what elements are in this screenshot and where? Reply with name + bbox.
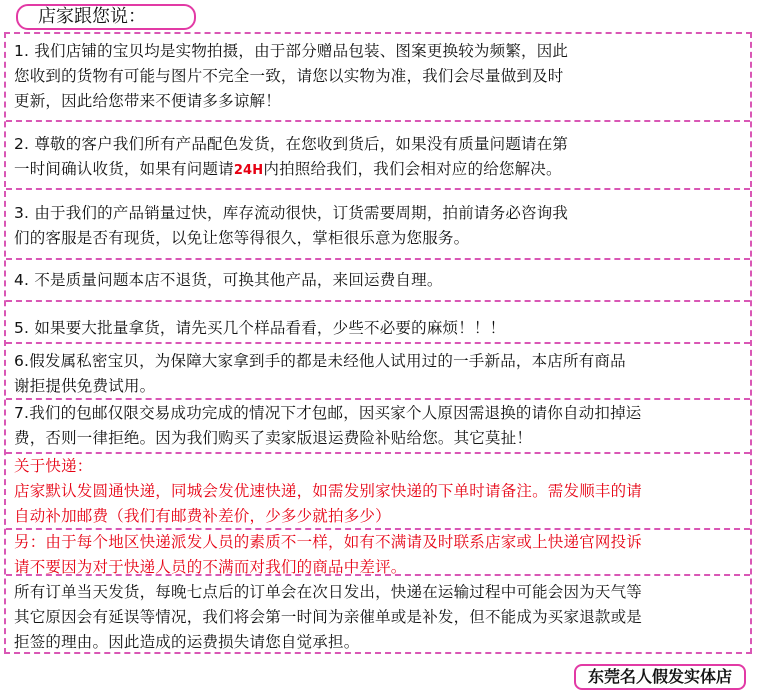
shipping-line: 其它原因会有延误等情况，我们将会第一时间为亲催单或是补发，但不能成为买家退款或是 [14, 608, 643, 626]
notice-line: 更新，因此给您带来不便请多多谅解！ [14, 92, 281, 110]
shipping-line: 所有订单当天发货，每晚七点后的订单会在次日发出，快递在运输过程中可能会因为天气等 [14, 583, 643, 601]
shop-name: 东莞名人假发实体店 [587, 667, 732, 686]
highlight-24h: 24H [233, 163, 264, 178]
notice-line: 7.我们的包邮仅限交易成功完成的情况下才包邮，因买家个人原因需退换的请你自动扣掉运 [14, 404, 642, 422]
notice-line: 2. 尊敬的客户我们所有产品配色发货，在您收到货后，如果没有质量问题请在第 [14, 135, 569, 153]
complaint-line: 另：由于每个地区快递派发人员的素质不一样，如有不满请及时联系店家或上快递官网投诉 [14, 533, 643, 551]
notice-item-1 [6, 38, 750, 122]
complaint-section [6, 530, 750, 576]
notice-line: 5. 如果要大批量拿货，请先买几个样品看看，少些不必要的麻烦！！！ [14, 319, 506, 337]
shipping-line: 拒签的理由。因此造成的运费损失请您自觉承担。 [14, 633, 360, 651]
express-line: 店家默认发圆通快递，同城会发优速快递，如需发别家快递的下单时请备注。需发顺丰的请 [14, 482, 643, 500]
notice-line: 3. 由于我们的产品销量过快，库存流动很快，订货需要周期，拍前请务必咨询我 [14, 204, 569, 222]
notice-line: 1. 我们店铺的宝贝均是实物拍摄，由于部分赠品包装、图案更换较为频繁，因此 [14, 42, 569, 60]
express-section [6, 454, 750, 530]
notice-item-7 [6, 400, 750, 454]
header-title-tab [16, 4, 196, 30]
express-line: 自动补加邮费（我们有邮费补差价，少多少就拍多少） [14, 507, 391, 525]
notice-line: 谢拒提供免费试用。 [14, 377, 156, 395]
header-title: 店家跟您说： [38, 6, 146, 27]
notice-item-5 [6, 302, 750, 344]
shop-name-tag [574, 664, 746, 690]
complaint-line: 请不要因为对于快递人员的不满而对我们的商品中差评。 [14, 558, 407, 576]
notice-item-6 [6, 344, 750, 400]
notice-item-2 [6, 122, 750, 190]
notice-line [14, 157, 746, 183]
notice-item-4 [6, 260, 750, 302]
notice-line: 4. 不是质量问题本店不退货，可换其他产品，来回运费自理。 [14, 271, 443, 289]
notice-text: 一时间确认收货，如果有问题请 [14, 160, 234, 178]
notice-text: 内拍照给我们，我们会相对应的给您解决。 [263, 160, 562, 178]
notice-line: 6.假发属私密宝贝，为保障大家拿到手的都是未经他人试用过的一手新品，本店所有商品 [14, 352, 626, 370]
express-heading: 关于快递： [14, 457, 93, 475]
notice-line: 们的客服是否有现货，以免让您等得很久，掌柜很乐意为您服务。 [14, 229, 470, 247]
notice-line: 费，否则一律拒绝。因为我们购买了卖家版退运费险补贴给您。其它莫扯！ [14, 429, 533, 447]
shipping-section [6, 576, 750, 654]
notice-line: 您收到的货物有可能与图片不完全一致，请您以实物为准，我们会尽量做到及时 [14, 67, 564, 85]
notice-item-3 [6, 190, 750, 260]
